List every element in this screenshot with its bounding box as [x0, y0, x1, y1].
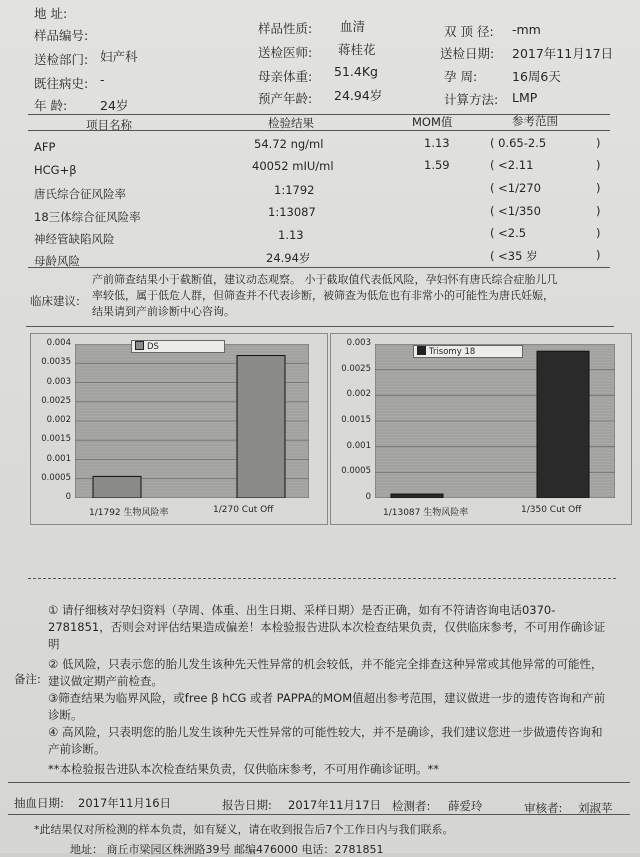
note-1: ① 请仔细核对孕妇资料（孕周、体重、出生日期、采样日期）是否正确，如有不符请咨询电话0370-2781851，否则会对评估结果造成偏差！本检验报告进队本次检查结果负责，仅供临床参考，不可用作确诊证明 — [48, 603, 606, 651]
ds-chart — [30, 333, 328, 525]
row-name: 神经管缺陷风险 — [34, 232, 115, 246]
history-value: - — [100, 72, 105, 87]
row-name: HCG+β — [34, 163, 77, 177]
row-result: 54.72 ng/ml — [254, 137, 324, 151]
trisomy18-chart-plot — [375, 344, 615, 498]
collect-date-label: 抽血日期: — [14, 796, 64, 810]
t18-y-tick: 0 — [365, 492, 371, 502]
ds-bar-2 — [237, 356, 285, 498]
table-header-rule — [28, 130, 610, 131]
row-ref: ( 0.65-2.5 — [490, 136, 547, 150]
report-date-label: 报告日期: — [222, 798, 272, 812]
ga-value: 16周6天 — [512, 69, 561, 84]
tester-label: 检测者: — [392, 799, 431, 813]
note-2: ② 低风险，只表示您的胎儿发生该种先天性异常的机会较低，并不能完全排查这种异常或其他异常的可能性，建议做定期产前检查。 — [48, 657, 603, 688]
ds-x-label-1: 1/1792 生物风险率 — [89, 508, 169, 518]
note-3: ③筛查结果为临界风险，或free β hCG 或者 PAPPA的MOM值超出参考范围，建议做进一步的遗传咨询和产前诊断。 — [48, 691, 606, 722]
row-name: 母龄风险 — [34, 254, 80, 268]
ds-y-tick: 0.0035 — [41, 357, 71, 368]
col-result-header: 检验结果 — [268, 116, 314, 130]
table-bottom-rule — [28, 267, 610, 268]
row-ref: ( <2.11 — [490, 158, 534, 172]
weight-value: 51.4Kg — [334, 64, 378, 79]
col-item-header: 项目名称 — [86, 118, 132, 132]
reviewer-label: 审核者: — [524, 801, 563, 815]
advice-label: 临床建议: — [30, 294, 80, 308]
address-line: 地址： 商丘市梁园区株洲路39号 邮编476000 电话：2781851 — [70, 843, 384, 856]
row-mom: 1.59 — [424, 158, 450, 172]
footer-rule — [8, 814, 630, 815]
row-result: 1:13087 — [268, 205, 316, 219]
ds-y-tick: 0.004 — [46, 338, 71, 348]
col-mom-header: MOM值 — [412, 115, 453, 129]
row-ref-close: ) — [596, 204, 601, 218]
ds-y-tick: 0.0025 — [41, 395, 71, 406]
t18-y-tick: 0.001 — [346, 440, 371, 451]
t18-bar-1 — [391, 494, 443, 498]
ds-legend-swatch — [135, 341, 144, 350]
row-name: 18三体综合征风险率 — [34, 210, 141, 224]
ds-y-tick: 0 — [65, 492, 71, 502]
ga-label: 孕 周: — [444, 69, 478, 84]
t18-legend-text: Trisomy 18 — [429, 347, 476, 357]
advice-bottom-rule — [26, 326, 614, 327]
row-ref-close: ) — [596, 158, 601, 172]
ds-legend-text: DS — [147, 342, 159, 352]
t18-bar-2 — [537, 351, 589, 498]
history-label: 既往病史: — [34, 76, 89, 91]
row-ref-close: ) — [596, 248, 601, 262]
row-ref-close: ) — [596, 181, 601, 195]
t18-y-tick: 0.0015 — [341, 415, 371, 425]
advice-line-2: 率较低，属于低危人群，但筛查并不代表诊断，被筛查为低危也有非常小的可能性为唐氏妊娠， — [92, 289, 554, 302]
ds-x-label-2: 1/270 Cut Off — [213, 505, 274, 515]
trisomy18-chart-legend — [413, 345, 523, 358]
advice-line-1: 产前筛查结果小于截断值，建议动态观察。 小于截取值代表低风险，孕妇怀有唐氏综合症胎儿几 — [92, 273, 558, 286]
dept-value: 妇产科 — [100, 49, 138, 64]
due-age-label: 预产年龄: — [258, 91, 313, 106]
date-label: 送检日期: — [440, 46, 495, 61]
row-mom: 1.13 — [424, 136, 450, 150]
ds-y-tick: 0.0015 — [41, 434, 71, 445]
ds-svg — [75, 344, 309, 498]
row-ref: ( <1/270 — [490, 181, 541, 195]
t18-y-tick: 0.0025 — [341, 363, 371, 374]
bpd-label: 双 顶 径: — [444, 24, 494, 39]
t18-x-label-2: 1/350 Cut Off — [521, 505, 582, 515]
doctor-label: 送检医师: — [258, 45, 313, 60]
row-result: 24.94岁 — [266, 251, 311, 265]
row-result: 1:1792 — [274, 183, 315, 197]
collect-date-value: 2017年11月16日 — [78, 796, 172, 810]
trisomy18-chart — [330, 333, 632, 525]
t18-y-tick: 0.0005 — [341, 466, 371, 477]
reviewer-value: 刘淑苹 — [578, 801, 613, 815]
ds-bar-1 — [93, 476, 141, 498]
note-5: **本检验报告进队本次检查结果负责，仅供临床参考，不可用作确诊证明。** — [48, 762, 439, 776]
col-ref-header: 参考范围 — [512, 114, 558, 128]
sample-type-label: 样品性质: — [258, 21, 313, 36]
method-value: LMP — [512, 90, 538, 105]
row-result: 1.13 — [278, 228, 304, 242]
ds-y-tick: 0.0005 — [41, 472, 71, 483]
dept-label: 送检部门: — [34, 52, 89, 67]
row-result: 40052 mIU/ml — [252, 159, 334, 173]
date-value: 2017年11月17日 — [512, 46, 614, 61]
ds-chart-plot — [75, 344, 309, 498]
report-date-value: 2017年11月17日 — [288, 798, 382, 812]
advice-line-3: 结果请到产前诊断中心咨询。 — [92, 305, 235, 318]
notes-bottom-rule — [8, 782, 630, 783]
ds-y-tick: 0.001 — [46, 453, 71, 464]
address-label: 地 址: — [34, 6, 68, 21]
note-4: ④ 高风险，只表明您的胎儿发生该种先天性异常的可能性较大，并不是确诊，我们建议您进一步做遗传咨询和产前诊断。 — [48, 725, 603, 756]
t18-svg — [375, 344, 615, 498]
t18-legend-swatch — [417, 346, 426, 355]
notes-top-rule — [28, 578, 616, 579]
tester-value: 薛爱玲 — [448, 799, 483, 813]
row-ref: ( <35 岁 — [490, 249, 538, 263]
bpd-value: -mm — [512, 22, 541, 37]
due-age-value: 24.94岁 — [334, 88, 383, 103]
t18-y-tick: 0.002 — [346, 389, 371, 400]
row-ref-close: ) — [596, 136, 601, 150]
sample-no-label: 样品编号: — [34, 28, 89, 43]
t18-y-tick: 0.003 — [346, 338, 371, 348]
notes-label: 备注: — [14, 672, 41, 686]
ds-y-tick: 0.003 — [46, 376, 71, 387]
ds-chart-legend — [131, 340, 225, 353]
weight-label: 母亲体重: — [258, 69, 313, 84]
sample-type-value: 血清 — [340, 19, 366, 34]
ds-y-tick: 0.002 — [46, 415, 71, 425]
t18-x-label-1: 1/13087 生物风险率 — [383, 508, 469, 518]
doctor-value: 蒋桂花 — [338, 42, 376, 57]
row-ref-close: ) — [596, 226, 601, 240]
row-ref: ( <2.5 — [490, 226, 527, 240]
row-name: 唐氏综合征风险率 — [34, 187, 126, 201]
row-name: AFP — [34, 140, 56, 154]
age-label: 年 龄: — [34, 98, 68, 113]
age-value: 24岁 — [100, 98, 129, 113]
disclaimer: *此结果仅对所检测的样本负责，如有疑义，请在收到报告后7个工作日内与我们联系。 — [34, 823, 454, 836]
row-ref: ( <1/350 — [490, 204, 541, 218]
method-label: 计算方法: — [444, 92, 499, 107]
